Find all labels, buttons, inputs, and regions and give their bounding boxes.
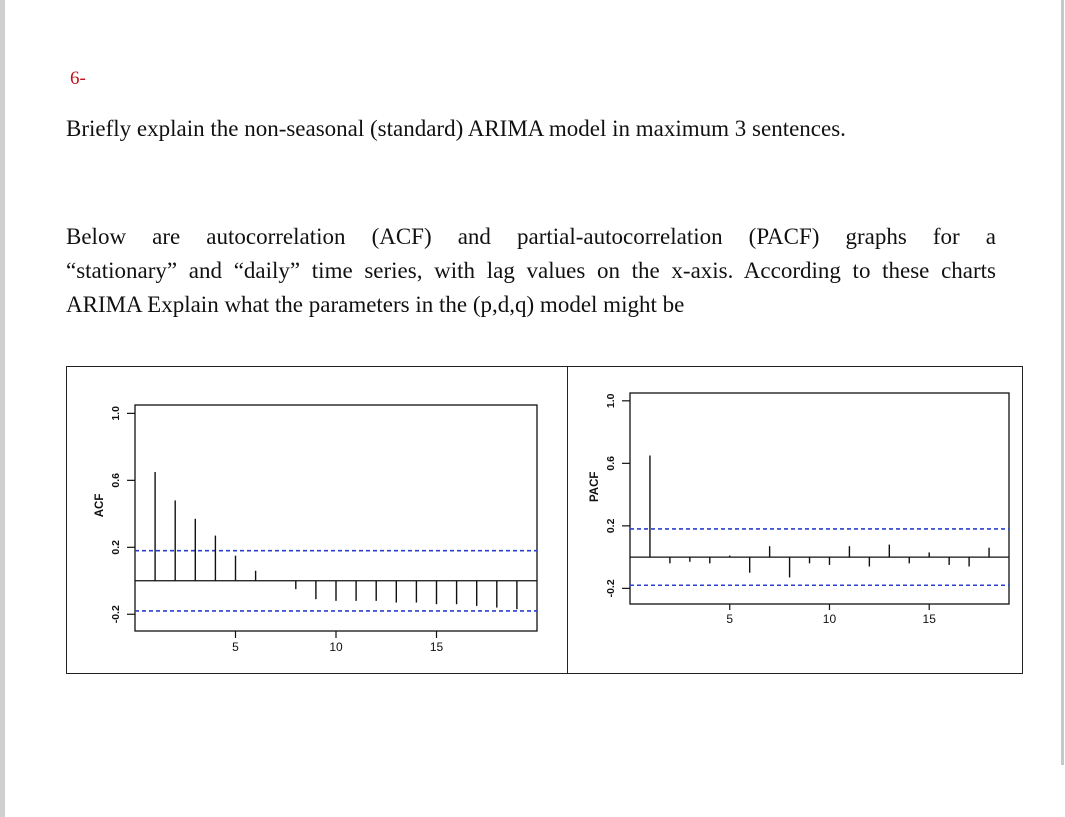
y-tick-label: 0.2 [110,539,122,555]
y-tick-label: 0.2 [605,518,617,534]
pacf-chart [568,367,1022,673]
y-tick-label: -0.2 [110,605,122,624]
y-tick-label: 0.6 [110,473,122,488]
page-left-border [0,0,5,817]
question-prompt-1: Briefly explain the non-seasonal (standard) ARIMA model in maximum 3 sentences. [66,116,846,141]
y-tick-label: 1.0 [605,393,617,409]
y-tick-label: 0.6 [605,456,617,471]
x-tick-label: 10 [329,640,343,654]
prompt-2-line-2: “stationary” and “daily” time series, with lag values on the x-axis. According to these charts [66,258,996,283]
x-tick-label: 15 [922,612,936,626]
y-axis-label: PACF [589,471,601,503]
y-tick-label: -0.2 [605,579,617,598]
plot-box [630,393,1009,604]
page-right-border [1061,0,1064,765]
x-tick-label: 10 [822,612,837,626]
y-tick-label: 1.0 [110,406,122,421]
x-tick-label: 5 [232,640,239,654]
x-tick-label: 15 [429,640,444,654]
y-axis-label: ACF [94,493,106,518]
question-number: 6- [70,68,86,89]
prompt-2-line-3: ARIMA Explain what the parameters in the (p,d,q) model might be [66,292,685,317]
acf-chart [67,367,567,673]
question-prompt-2 [66,220,996,322]
prompt-2-line-1: Below are autocorrelation (ACF) and partial-autocorrelation (PACF) graphs for a [66,224,996,249]
x-tick-label: 5 [726,612,734,626]
